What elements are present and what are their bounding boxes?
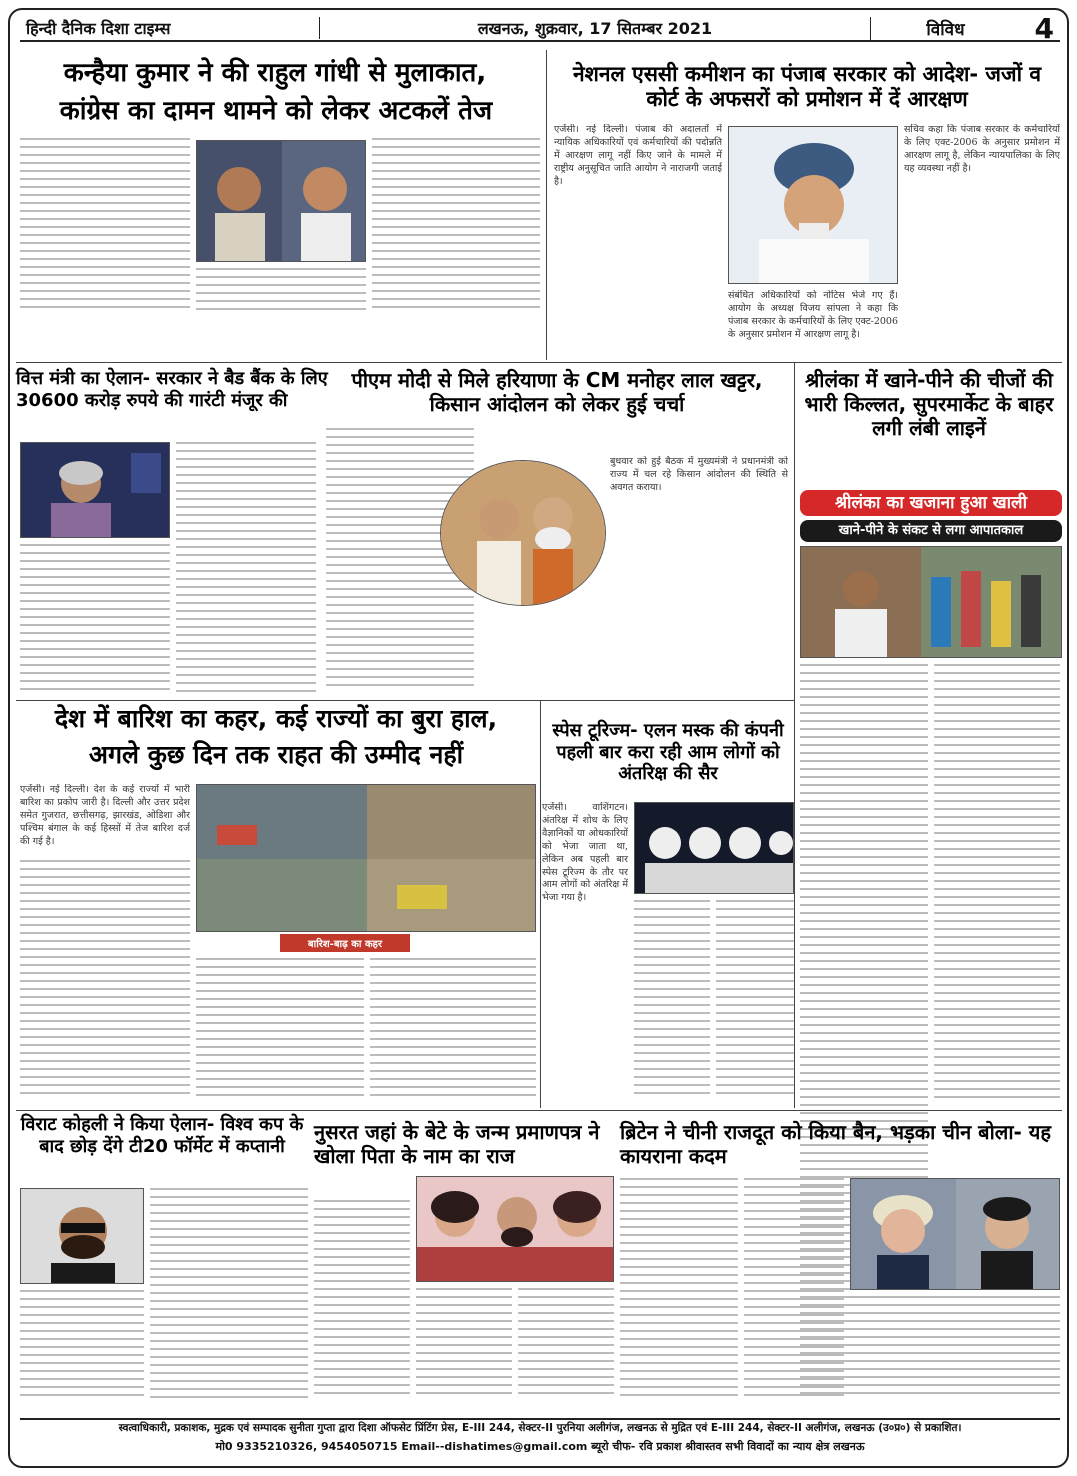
- rain-flood-photo: [196, 784, 536, 932]
- kohli-body-col-1: [20, 1290, 144, 1404]
- rain-lead: एजेंसी। नई दिल्ली। देश के कई राज्यों में भारी बारिश का प्रकोप जारी है। दिल्ली और उत्तर प्रदेश समेत गुजरात, छत्तीसगढ़, झारखंड, ओडिशा और पश्चिम बंगाल के कई हिस्सों में तेज बारिश दर्ज की गई है।: [20, 784, 190, 847]
- britain-body-col-3: [850, 1296, 1060, 1404]
- kohli-body-col-2: [150, 1188, 308, 1404]
- rain-photo-caption: बारिश-बाढ़ का कहर: [280, 934, 410, 952]
- sitharaman-photo: [20, 442, 170, 538]
- britain-headline: ब्रिटेन ने चीनी राजदूत को किया बैन, भड़का चीन बोला- यह कायराना कदम: [620, 1120, 1052, 1168]
- space-crew-photo: [634, 802, 794, 894]
- footer-line-2: मो0 9335210326, 9454050715 Email--dishatimes@gmail.com ब्यूरो चीफ- रवि प्रकाश श्रीवास्तव सभी विवादों का न्याय क्षेत्र लखनऊ: [215, 1439, 865, 1453]
- kanhaiya-body-col-1: [20, 138, 190, 320]
- finance-headline: वित्त मंत्री का ऐलान- सरकार ने बैड बैंक के लिए 30600 करोड़ रुपये की गारंटी मंजूर की: [16, 368, 328, 411]
- column-rule: [546, 50, 547, 360]
- johnson-xi-photo: [850, 1178, 1060, 1290]
- footer-line-1: स्वत्वाधिकारी, प्रकाशक, मुद्रक एवं सम्पादक सुनीता गुप्ता द्वारा दिशा ऑफसेट प्रिंटिंग प्रेस, E-III 244, सेक्टर-II पुरनिया अलीगंज, लखनऊ से मुद्रित एवं E-III 244, सेक्टर-II अलीगंज, लखनऊ (उ०प्र०) से प्रकाशित।: [118, 1422, 962, 1434]
- kohli-photo: [20, 1188, 144, 1284]
- space-headline: स्पेस टूरिज्म- एलन मस्क की कंपनी पहली बार करा रही आम लोगों को अंतरिक्ष की सैर: [552, 720, 784, 785]
- page-number: 4: [1034, 11, 1054, 45]
- sc-commission-col-3: सचिव कहा कि पंजाब सरकार के कर्मचारियों के लिए एक्ट-2006 के अनुसार प्रमोशन में आरक्षण लागू है, लेकिन न्यायपालिका के लिए यह व्यवस्था नहीं है।: [904, 124, 1060, 174]
- paper-name: हिन्दी दैनिक दिशा टाइम्स: [20, 17, 320, 39]
- sc-commission-lead: एजेंसी। नई दिल्ली। पंजाब की अदालतों में न्यायिक अधिकारियों एवं कर्मचारियों की पदोन्नति में आरक्षण लागू नहीं किए जाने के मामले में राष्ट्रीय अनुसूचित जाति आयोग ने नाराजगी जताई है।: [554, 124, 722, 187]
- nusrat-body-col-2: [416, 1288, 512, 1404]
- srilanka-banner-2: खाने-पीने के संकट से लगा आपातकाल: [800, 520, 1062, 542]
- kohli-headline: विराट कोहली ने किया ऐलान- विश्व कप के बाद छोड़ देंगे टी20 फॉर्मेट में कप्तानी: [20, 1114, 304, 1157]
- finance-body-col-1: [20, 544, 170, 696]
- section-rule: [16, 700, 794, 701]
- footer-imprint: [20, 1418, 1060, 1462]
- amarinder-photo: [728, 126, 898, 284]
- rain-headline-2: अगले कुछ दिन तक राहत की उम्मीद नहीं: [88, 740, 464, 769]
- sc-commission-col-2: संबंधित अधिकारियों को नोटिस भेजे गए हैं। आयोग के अध्यक्ष विजय सांपला ने कहा कि पंजाब सरकार के कर्मचारियों के लिए एक्ट-2006 के अनुसार प्रमोशन में आरक्षण लागू है।: [728, 290, 898, 340]
- section-rule: [16, 1110, 1062, 1111]
- britain-body-col-2: [744, 1178, 844, 1404]
- srilanka-headline: श्रीलंका में खाने-पीने की चीजों की भारी किल्लत, सुपरमार्केट के बाहर लगी लंबी लाइनें: [804, 368, 1054, 440]
- pm-modi-headline: पीएम मोदी से मिले हरियाणा के CM मनोहर लाल खट्टर, किसान आंदोलन को लेकर हुई चर्चा: [351, 368, 763, 416]
- newspaper-page: [8, 8, 1069, 1468]
- rain-body-col-1: [20, 860, 190, 1104]
- kanhaiya-headline-1: कन्हैया कुमार ने की राहुल गांधी से मुलाकात,: [63, 58, 487, 88]
- masthead: [20, 11, 1060, 45]
- kanhaiya-body-col-3: [372, 138, 540, 320]
- nusrat-headline: नुसरत जहां के बेटे के जन्म प्रमाणपत्र ने खोला पिता के नाम का राज: [314, 1120, 600, 1168]
- date-line: लखनऊ, शुक्रवार, 17 सितम्बर 2021: [477, 19, 713, 38]
- modi-khattar-photo: [440, 460, 606, 606]
- rain-body-col-3: [370, 958, 536, 1104]
- pm-modi-side-text: बुधवार को हुई बैठक में मुख्यमंत्री ने प्रधानमंत्री को राज्य में चल रहे किसान आंदोलन की स्थिति से अवगत कराया।: [610, 456, 788, 493]
- rain-headline-1: देश में बारिश का कहर, कई राज्यों का बुरा हाल,: [54, 704, 498, 733]
- nusrat-photo: [416, 1176, 614, 1282]
- section-rule: [16, 362, 1062, 363]
- column-rule: [540, 700, 541, 1108]
- kanhaiya-headline-2: कांग्रेस का दामन थामने को लेकर अटकलें तेज: [59, 96, 493, 126]
- finance-body-col-2: [176, 442, 316, 696]
- space-lead: एजेंसी। वाशिंगटन। अंतरिक्ष में शोध के लिए वैज्ञानिकों या ओधकारियों को भेजा जाता था, लेकिन अब पहली बार स्पेस टूरिज्म के तौर पर आम लोगों को अंतरिक्ष में भेजा गया है।: [542, 802, 628, 904]
- section-name: विविध: [870, 17, 1020, 40]
- space-body-col-3: [716, 900, 794, 1104]
- nusrat-body-col-1: [314, 1200, 410, 1404]
- britain-body-col-1: [620, 1178, 738, 1404]
- sc-commission-headline: नेशनल एससी कमीशन का पंजाब सरकार को आदेश- जजों व कोर्ट के अफसरों को प्रमोशन में दें आरक्षण: [572, 62, 1042, 112]
- space-body-col-2: [634, 900, 710, 1104]
- kanhaiya-body-col-2: [196, 268, 366, 320]
- nusrat-body-col-3: [518, 1288, 614, 1404]
- srilanka-queue-photo: [800, 546, 1062, 658]
- rain-body-col-2: [196, 958, 364, 1104]
- column-rule: [794, 362, 795, 1108]
- srilanka-body-col-2: [934, 664, 1060, 1104]
- srilanka-banner-1: श्रीलंका का खजाना हुआ खाली: [800, 490, 1062, 516]
- kanhaiya-rahul-photo: [196, 140, 366, 262]
